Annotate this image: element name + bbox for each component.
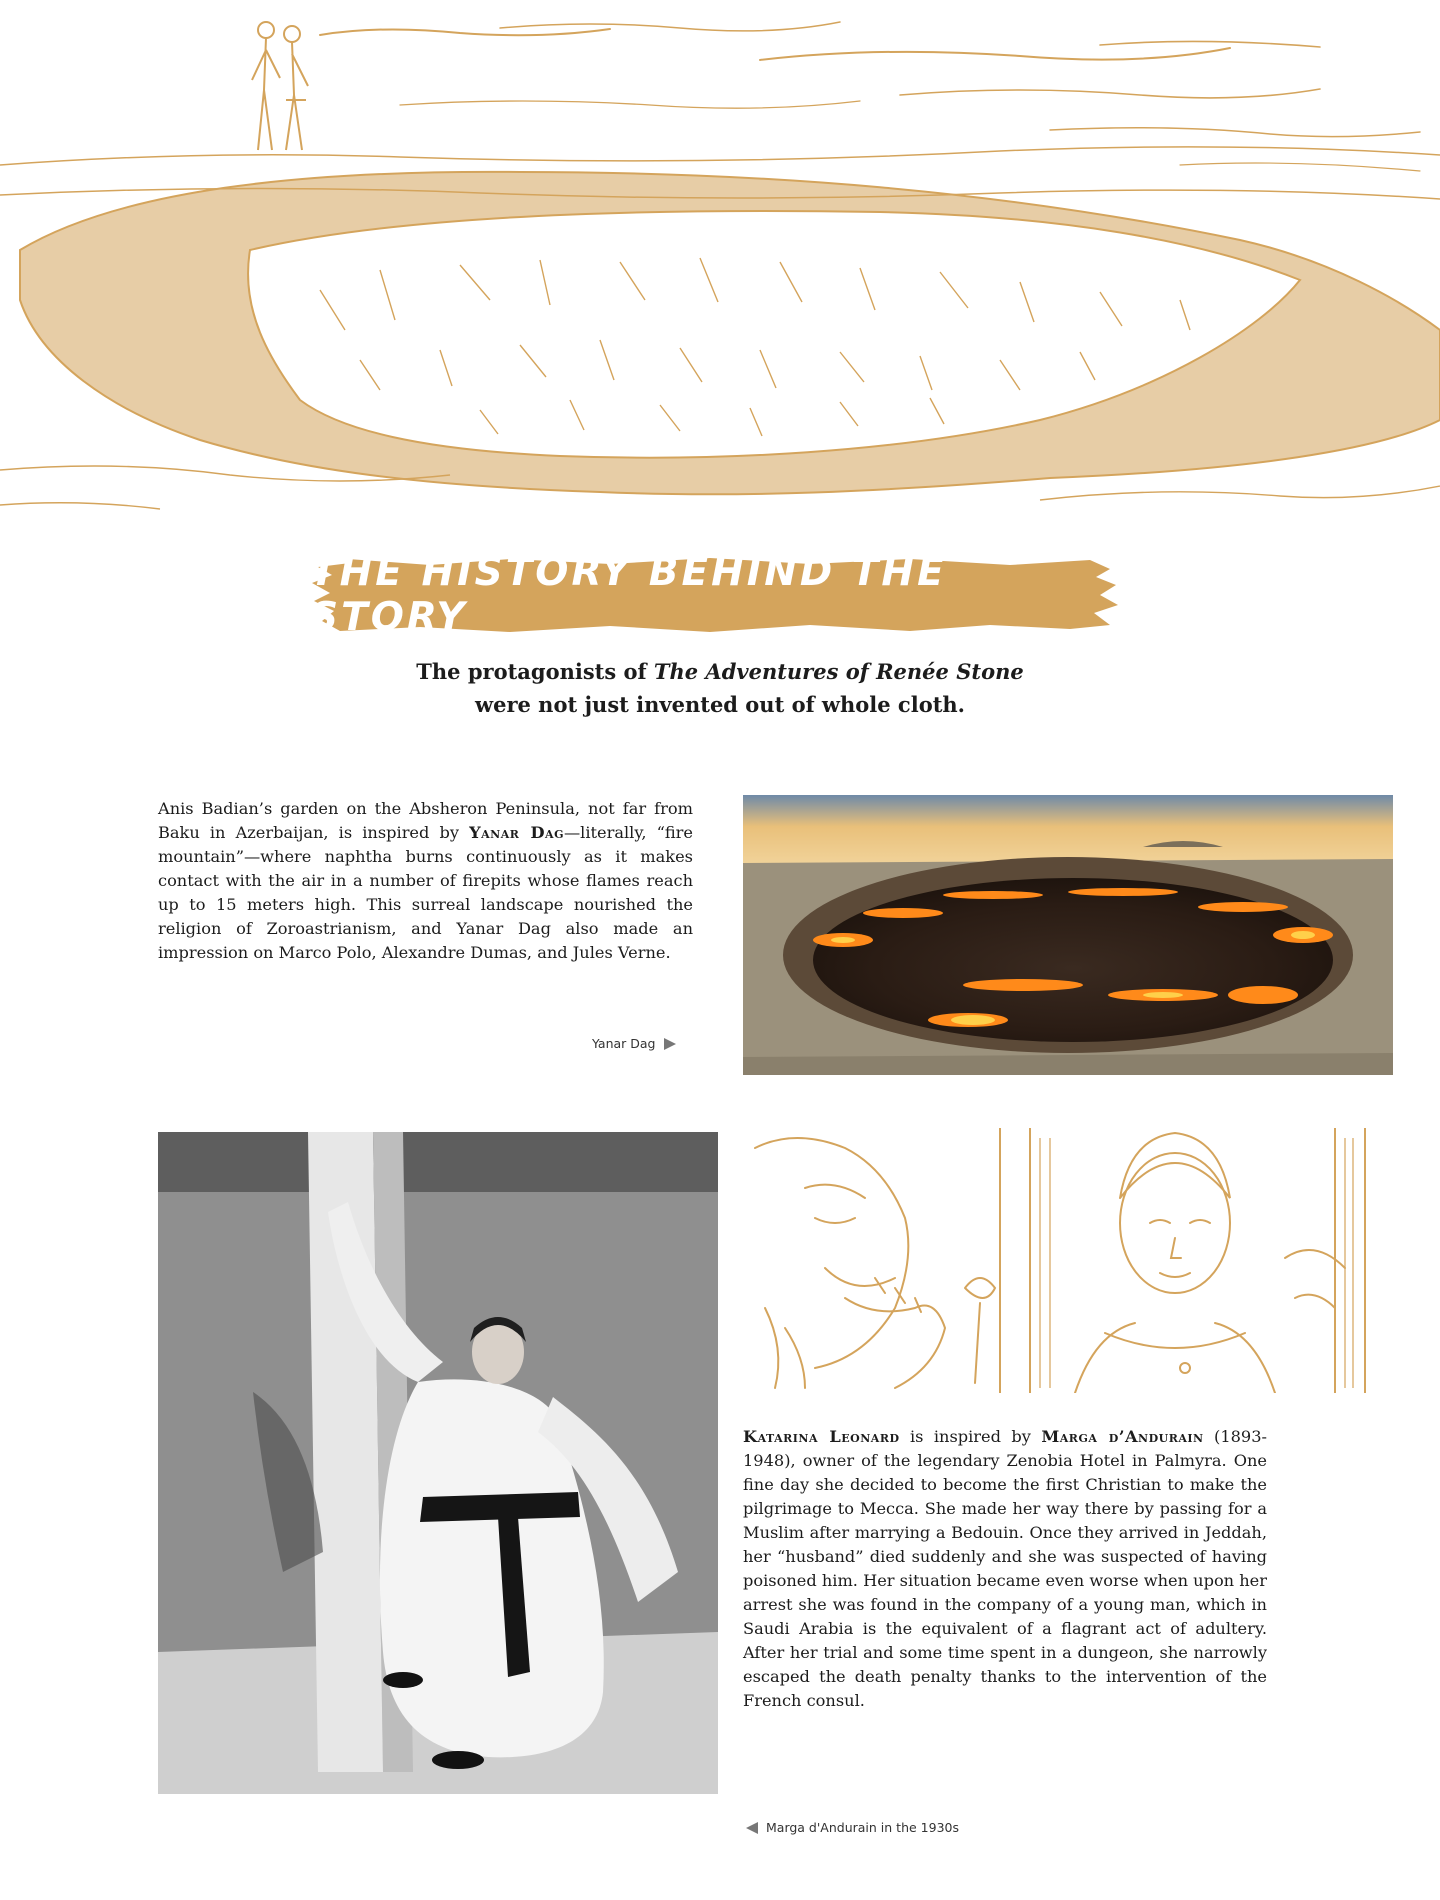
yanar-dag-caption-text: Yanar Dag (592, 1036, 656, 1051)
yanar-dag-highlight: Yanar Dag (469, 823, 564, 842)
marga-caption-text: Marga d'Andurain in the 1930s (766, 1820, 959, 1835)
yanar-dag-photo (743, 795, 1393, 1075)
title-banner (310, 550, 1120, 640)
intro-subtitle (300, 655, 1140, 721)
marga-paragraph (743, 1425, 1267, 1713)
intro-line2: were not just invented out of whole cloth. (475, 692, 965, 717)
yanar-dag-caption (592, 1036, 677, 1051)
marga-dandurain-name: Marga d’Andurain (1041, 1427, 1204, 1446)
triangle-right-icon (663, 1037, 677, 1051)
triangle-left-icon (745, 1821, 759, 1835)
yanar-dag-paragraph (158, 797, 693, 965)
marga-caption (745, 1820, 959, 1835)
section-title: THE HISTORY BEHIND THE STORY (310, 550, 947, 640)
katarina-leonard-name: Katarina Leonard (743, 1427, 900, 1446)
marga-text-b: (1893-1948), owner of the legendary Zenobia Hotel in Palmyra. One fine day she decided to become the first Christian to make the pilgrimage to Mecca. She made her way there by passing for a Muslim after marrying a Bedouin. Once they arrived in Jeddah, her “husband” died suddenly and she was suspected of having poisoned him. Her situation became even worse when upon her arrest she was found in the company of a young man, which in Saudi Arabia is the equivalent of a flagrant act of adultery. After her trial and some time spent in a dungeon, she narrowly escaped the death penalty thanks to the intervention of the French consul. (743, 1427, 1267, 1710)
hero-crater-illustration (0, 0, 1440, 525)
marga-text-a: is inspired by (899, 1427, 1042, 1446)
intro-line1-prefix: The protagonists of (416, 659, 654, 684)
yanar-dag-text-b: —literally, “fire mountain”—where naphtha burns continuously as it makes contact with the air in a number of firepits whose flames reach up to 15 meters high. This surreal landscape nourished the religion of Zoroastrianism, and Yanar Dag also made an impression on Marco Polo, Alexandre Dumas, and Jules Verne. (158, 823, 693, 962)
character-sketch-illustration (745, 1128, 1395, 1393)
yanar-dag-text-a: Anis Badian’s garden on the Absheron Peninsula, not far from Baku in Azerbaijan, is inspired by (158, 799, 693, 842)
marga-dandurain-photo (158, 1132, 718, 1794)
book-title: The Adventures of Renée Stone (653, 659, 1024, 684)
